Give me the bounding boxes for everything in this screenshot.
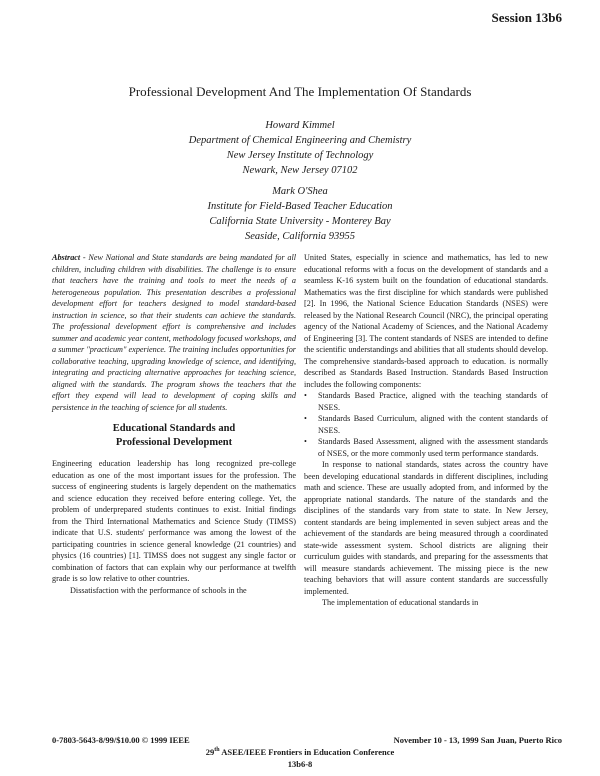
author-affiliation-line: Department of Chemical Engineering and Chemistry [188,135,412,146]
list-item-text: Standards Based Curriculum, aligned with the content standards of NSES. [318,414,548,435]
author-block-1 [0,118,600,178]
list-item [304,436,548,459]
conference-number-suffix: th [214,747,220,754]
conference-number: 29 [205,747,215,757]
body-paragraph: United States, especially in science and mathematics, has led to new educational reforms with a focus on the development of standards and a seamless K-16 system built on the foundation of educational standards. Mathematics was the first discipline for which standards were published [2]. In 1996, the National Science Education Standards (NSES) were released by the National Research Council (NRC), the principal operating agency of the National Academy of Sciences, and the National Academy of Engineering [3]. The content standards of NSES are intended to define the scientific understandings and abilities that all students should develop. The comprehensive standards-based approach to education. is normally described as Standards Based Instruction. Standards Based Instruction includes the following components: [304,253,548,389]
section-heading [52,422,296,450]
footer-copyright: 0-7803-5643-8/99/$10.00 © 1999 IEEE [52,735,190,745]
page-number: 13b6-8 [287,759,313,769]
author-block-2 [0,184,600,244]
bullet-icon: • [304,437,307,446]
body-paragraph: The implementation of educational standards in [322,598,479,607]
section-heading-line: Professional Development [115,437,233,448]
author-affiliation-line: Newark, New Jersey 07102 [242,165,358,176]
section-heading-line: Educational Standards and [112,423,236,434]
session-label: Session 13b6 [491,10,562,25]
author-affiliation-line: Seaside, California 93955 [245,231,355,242]
right-column [304,252,548,609]
author-affiliation-line: Institute for Field-Based Teacher Education [207,201,393,212]
body-paragraph: In response to national standards, states across the country have been developing educational standards in different disciplines, including math and science. These are usually adopted from, and informed by the appropriate national standards. The nature of the standards and the disciplines of the standards vary from state to state. In New Jersey, content standards are being implemented in seven subject areas and the achievement of the standards are being measured through a coordinated state-wide assessment system. School districts are aligning their curriculum guides with standards, and preparing for the assessments that will measure standards achievement. The missing piece is the new teaching behaviors that will assure content standards are successfully implemented. [304,460,548,596]
footer-conference-name [0,747,600,757]
bullet-icon: • [304,391,307,400]
body-paragraph: Dissatisfaction with the performance of schools in the [70,585,247,595]
paper-title: Professional Development And The Implementation Of Standards [128,84,472,99]
list-item-text: Standards Based Practice, aligned with the teaching standards of NSES. [318,391,548,412]
list-item-text: Standards Based Assessment, aligned with the assessment standards of NSES, or the more commonly used term performance standards. [318,437,548,458]
list-item [304,413,548,436]
abstract-paragraph [52,252,296,413]
list-item [304,390,548,413]
author-name: Howard Kimmel [265,120,335,131]
body-paragraph: Engineering education leadership has long recognized pre-college education as one of the most important issues for the profession. The success of engineering students is largely dependent on the mathematics and science education they received before entering college. Yet, the problem of underprepared students continues to exist. Initial findings from the Third International Mathematics and Science Study (TIMSS) indicate that U.S. students' performance was among the lowest of the participating countries in science general knowledge (21 countries) and physics (16 countries) [1]. TIMSS does not suggest any single factor or combination of factors that can explain why our performance at twelfth grade is so low relative to other countries. [52,459,296,583]
abstract-text: - New National and State standards are being mandated for all children, including children with disabilities. The challenge is to ensure that teachers have the training and tools to meet the needs of a heterogeneous population. This presentation describes a professional development effort for teachers designed to model standard-based instruction in science, so that their students can achieve the standards. The professional development effort is comprehensive and includes summer and academic year content, methodology focused workshops, and a summer "practicum" experience. The training includes opportunities for collaborative teaching, upgrading knowledge of science, and identifying, integrating and practicing alternative approaches for teaching science, aligned with the standards. The program shows the teachers that the effort they expend will lead to development of coping skills and persistence in the teaching of science for all students. [52,253,296,412]
conference-title: ASEE/IEEE Frontiers in Education Conference [219,747,395,757]
left-column [52,252,296,596]
author-name: Mark O'Shea [272,186,328,197]
author-affiliation-line: California State University - Monterey Bay [209,216,391,227]
author-affiliation-line: New Jersey Institute of Technology [226,150,374,161]
footer-conference-date: November 10 - 13, 1999 San Juan, Puerto Rico [393,735,562,745]
bullet-icon: • [304,414,307,423]
abstract-label: Abstract [52,253,81,262]
